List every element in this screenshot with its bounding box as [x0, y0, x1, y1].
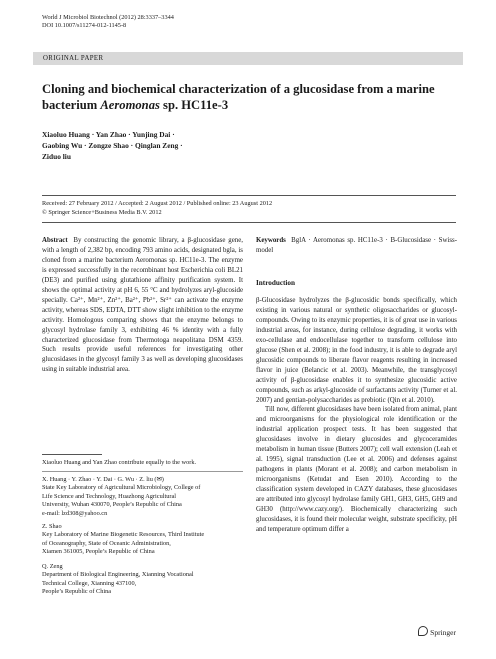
divider — [42, 195, 456, 196]
divider — [42, 471, 243, 472]
doi: DOI 10.1007/s11274-012-1145-8 — [42, 22, 127, 29]
introduction-body — [256, 296, 457, 535]
affiliation-line: Xiamen 361005, People’s Republic of China — [42, 548, 155, 556]
journal-citation: World J Microbiol Biotechnol (2012) 28:3337–3344 — [42, 14, 174, 21]
keywords — [256, 236, 457, 256]
affiliation-line: Q. Zeng — [42, 563, 63, 570]
abstract-label: Abstract — [42, 237, 68, 244]
affiliation-line: University, Wuhan 430070, People’s Republic of China — [42, 501, 182, 509]
author-line: Xiaoluo Huang · Yan Zhao · Yunjing Dai · — [42, 130, 175, 139]
affiliation-line: Key Laboratory of Marine Biogenetic Resources, Third Institute — [42, 531, 205, 539]
affiliation-line: X. Huang · Y. Zhao · Y. Dai · G. Wu · Z. liu (✉) — [42, 476, 164, 483]
affiliation-2 — [42, 523, 243, 557]
divider — [42, 222, 456, 223]
affiliation-line: Department of Biological Engineering, Xianning Vocational — [42, 571, 194, 579]
received-dates: Received: 27 February 2012 / Accepted: 2 August 2012 / Published online: 23 August 2012 — [42, 200, 273, 207]
publisher-logo — [418, 626, 456, 637]
author-line: Ziduo liu — [42, 152, 71, 162]
abstract — [42, 236, 243, 375]
footnote-rule — [42, 454, 102, 455]
affiliation-line: Z. Shao — [42, 523, 62, 530]
copyright: © Springer Science+Business Media B.V. 2012 — [42, 209, 162, 216]
title-italic: Aeromonas — [100, 97, 160, 112]
keywords-text: BglA · Aeromonas sp. HC11e-3 · B-Glucosidase · Swiss-model — [256, 237, 458, 254]
article-title — [42, 82, 462, 113]
title-prefix: Cloning and biochemical characterization of a glucosidase from a marine bacterium — [42, 82, 435, 112]
author-email[interactable]: e-mail: lzd308@yahoo.cn — [42, 509, 108, 517]
affiliation-line: of Oceanography, State of Oceanic Administration, — [42, 539, 171, 547]
equal-contribution-note: Xiaoluo Huang and Yan Zhao contribute equally to the work. — [42, 459, 197, 466]
title-suffix: sp. HC11e-3 — [159, 97, 229, 112]
keywords-label: Keywords — [256, 237, 286, 244]
author-list — [42, 129, 302, 163]
article-type-banner: ORIGINAL PAPER — [33, 52, 463, 65]
intro-paragraph-1: β-Glucosidase hydrolyzes the β-glucosidic bonds specifically, which existing in various natural or synthetic oligosaccharides or glucosyl-compounds. Owing to its enzymic properties, it is of great use in various industrial areas, for instance, during cellulose degrading, it works with exo-cellulase and endocellulase together to transform cellulose into glucose (Shen et al. 2008); in the food industry, it is able to degrade aryl glucosidic compounds to liberate flavor reagents resulting in increased flavor in juice (Belancic et al. 2003). Meanwhile, the transglycosyl activity of β-glucosidase enables it to synthesize glucosidic active compounds, such as arkyl-glucoside of surfactants activity (Turner et al. 2007) and gentian-polysaccharides as prebiotic (Qin et al. 2010). — [256, 297, 457, 404]
affiliation-3 — [42, 563, 243, 597]
abstract-text: By constructing the genomic library, a β-glucosidase gene, with a length of 2,382 bp, encoding 793 amino acids, designated bgla, is cloned from a marine bacterium Aeromonas sp. HC11e-3. The enzyme is expressed successfully in the recombinant host Escherichia coli BL21 (DE3) and purified using glutathione affinity purification system. It shows the optimal activity at pH 6, 55 °C and hydrolyzes aryl-glucoside specially. Ca²⁺, Mn²⁺, Zn²⁺, Ba²⁺, Pb²⁺, Sr²⁺ can activate the enzyme activity, whereas SDS, EDTA, DTT show slight inhibition to the enzyme activity. Homologous comparing shows that the enzyme belongs to glycosyl hydrolase family 3, exhibiting 46 % identity with a fully characterized glucosidase from Thermotoga neapolitana DSM 4359. Such results provide useful references for investigating other glucosidases in the glycosyl family 3 as well as developing glucosidases using in suitable industrial area. — [42, 237, 243, 374]
affiliation-line: People’s Republic of China — [42, 588, 112, 596]
affiliation-line: Life Science and Technology, Huazhong Agricultural — [42, 492, 177, 500]
springer-horse-icon — [418, 626, 428, 636]
intro-paragraph-2: Till now, different glucosidases have been isolated from animal, plant and microorganisms for the physiological role identification or the industrial application prospect tests. It has been suggested that glucosidases involve in dietary glucosides and glycoceramides metabolism in human tissue (Butters 2007); cell wall extension (Leah et al. 1995), signal transduction (Lee et al. 2006) and defenses against pathogens in plants (Morant et al. 2008); and carbon metabolism in microorganisms (Ketudat and Esen 2010). According to the classification system developed in CAZY databases, these glucosidases are attributed into glycosyl hydrolase family GH1, GH3, GH5, GH9 and GH30 (http://www.cazy.org/). Biochemically characterizing such glucosidases, it is found their molecular weight, substrate specificity, pH and temperature optimum differ a — [256, 406, 457, 533]
author-line: Gaobing Wu · Zongze Shao · Qinglan Zeng · — [42, 141, 183, 151]
publisher-name: Springer — [430, 628, 456, 637]
affiliation-line: State Key Laboratory of Agricultural Microbiology, College of — [42, 484, 201, 492]
affiliation-line: Technical College, Xianning 437100, — [42, 579, 137, 587]
affiliation-1 — [42, 476, 243, 518]
introduction-heading: Introduction — [256, 279, 296, 287]
